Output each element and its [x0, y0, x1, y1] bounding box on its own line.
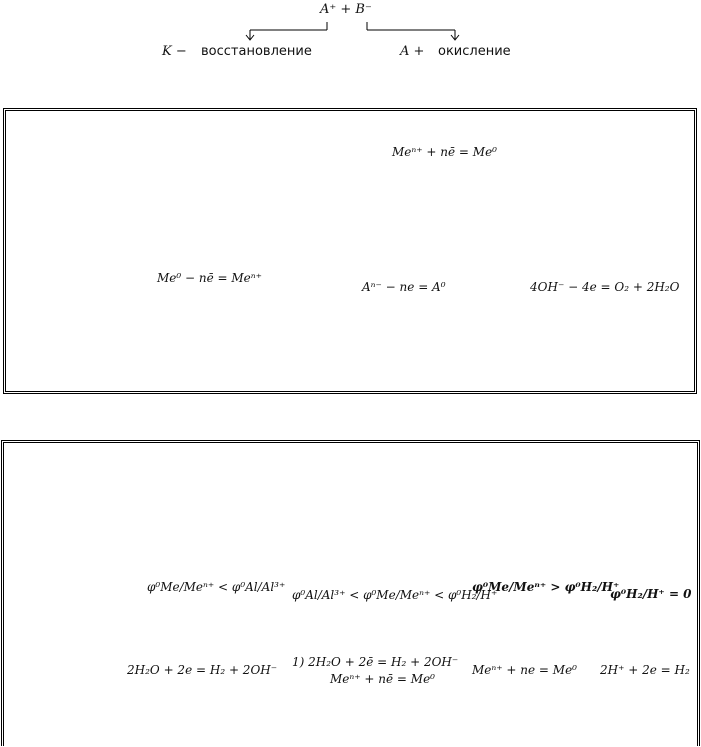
water-reduction-equation: 2H₂O + 2e = H₂ + 2OH⁻ — [127, 663, 278, 677]
combined-reduction-line-2: Meⁿ⁺ + nē = Me⁰ — [330, 672, 435, 686]
cathode-label: восстановление — [201, 44, 312, 59]
hydrogen-reduction-equation: 2H⁺ + 2e = H₂ — [600, 663, 690, 677]
combined-reduction-line-1: 1) 2H₂O + 2ē = H₂ + 2OH⁻ — [292, 655, 459, 669]
anode-prefix: A + — [400, 44, 425, 59]
cathode-reduction-equation: Meⁿ⁺ + nē = Me⁰ — [392, 145, 497, 159]
anion-oxidation-equation: Aⁿ⁻ − ne = A⁰ — [362, 280, 446, 294]
hydroxide-oxidation-equation: 4OH⁻ − 4e = O₂ + 2H₂O — [530, 280, 680, 294]
ions-formula: A⁺ + B⁻ — [320, 2, 372, 17]
potential-condition-1: φ⁰Me/Meⁿ⁺ < φ⁰Al/Al³⁺ — [147, 580, 286, 594]
potential-condition-2: φ⁰Al/Al³⁺ < φ⁰Me/Meⁿ⁺ < φ⁰H₂/H⁺ — [292, 588, 498, 602]
cathode-prefix: K − — [162, 44, 187, 59]
metal-reduction-equation: Meⁿ⁺ + ne = Me⁰ — [472, 663, 577, 677]
anode-metal-oxidation-equation: Me⁰ − nē = Meⁿ⁺ — [157, 271, 262, 285]
potential-condition-4: φ⁰H₂/H⁺ = 0 — [610, 587, 692, 601]
electrolysis-box-1 — [3, 108, 697, 394]
split-arrows — [0, 0, 701, 80]
potential-condition-3: φ⁰Me/Meⁿ⁺ > φ⁰H₂/H⁺ — [472, 580, 620, 594]
anode-label: окисление — [438, 44, 511, 59]
